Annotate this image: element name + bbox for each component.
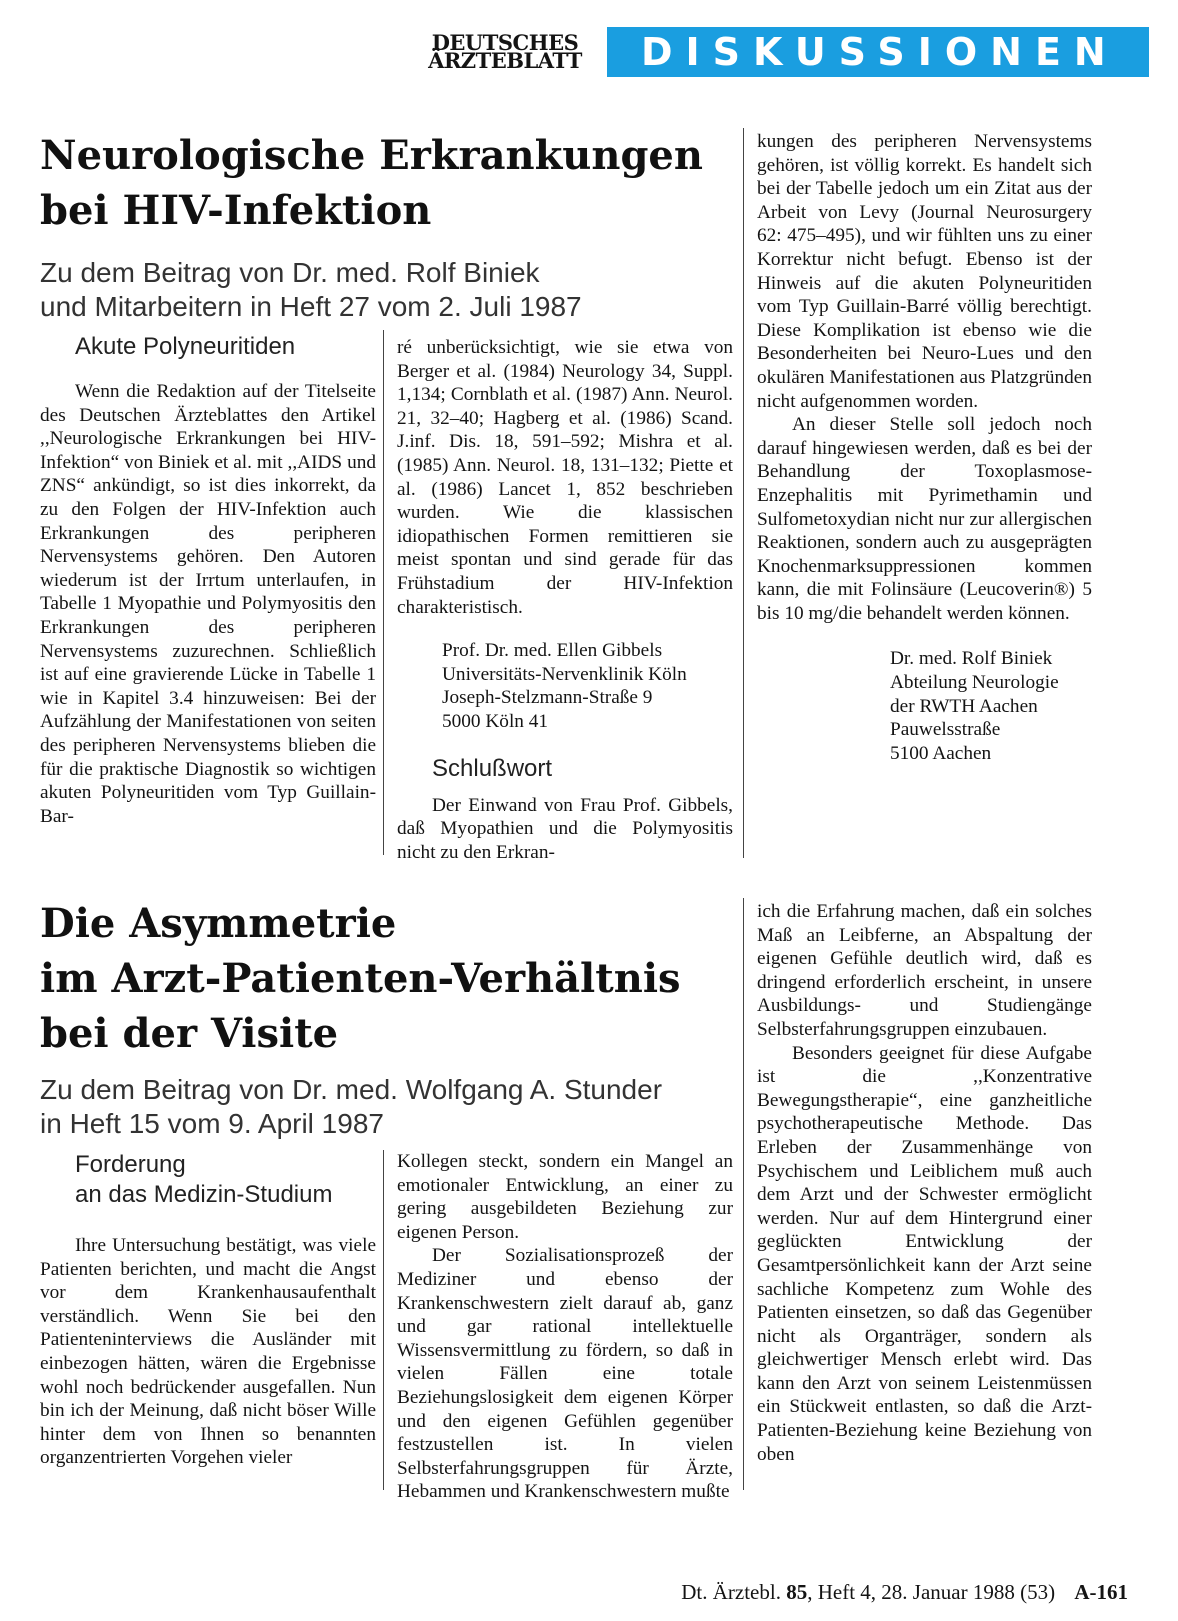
article1-title-line2: bei HIV-Infektion	[40, 187, 432, 234]
article2-column-3	[757, 900, 1092, 1466]
logo-line-1: DEUTSCHES	[431, 30, 579, 55]
article2-column-2	[397, 1150, 733, 1504]
article1-column-3	[757, 130, 1092, 765]
article1-column-1	[40, 332, 376, 828]
page-footer	[681, 1580, 1128, 1605]
signature-line: Joseph-Stelzmann-Straße 9	[442, 687, 653, 709]
article1-subtitle-line2: und Mitarbeitern in Heft 27 vom 2. Juli 1987	[40, 291, 582, 322]
article1-heading-schlusswort: Schlußwort	[432, 754, 553, 782]
article2-col3b-text: Besonders geeignet für diese Aufgabe ist die ,,Konzentrative Bewegungstherapie“, eine ganzheitliche psychotherapeutische Methode. Das Erleben der Zusammenhänge von Psychischem und Leiblichem muß auch dem Arzt und der Schwester ermöglicht werden. Nur auf dem Hintergrund einer geglückten Entwicklung der Gesamtpersönlichkeit kann der Arzt seine sachliche Kompetenz zum Wohle des Patienten einsetzen, so daß das Gegenüber nicht als Organträger, sondern als gleichwertiger Mensch erlebt wird. Das kann den Arzt von seinem Leistenmüssen ein Stückweit entlasten, so daß die Arzt-Patienten-Beziehung keine Beziehung von oben	[757, 1042, 1092, 1465]
article2-subtitle-line1: Zu dem Beitrag von Dr. med. Wolfgang A. Stunder	[40, 1074, 663, 1105]
article1-col1-text: Wenn die Redaktion auf der Titelseite des Deutschen Ärzteblattes den Artikel ,,Neurologische Erkrankungen bei HIV-Infektion“ von Biniek et al. mit ,,AIDS und ZNS“ ankündigt, so ist dies inkorrekt, da zu den Folgen der HIV-Infektion auch Erkrankungen des peripheren Nervensystems gehören. Den Autoren wiederum ist der Irrtum unterlaufen, in Tabelle 1 Myopathie und Polymyositis den Erkrankungen des peripheren Nervensystems zuzurechnen. Schließlich ist auf eine gravierende Lücke in Tabelle 1 wie in Kapitel 3.4 hinzuweisen: Bei der Aufzählung der Manifestationen von seiten des peripheren Nervensystems blieben die für die praktische Diagnostik so wichtigen akuten Polyneuritiden vom Typ Guillain-Bar-	[40, 381, 376, 827]
footer-journal: Dt. Ärztebl.	[681, 1580, 781, 1604]
journal-logo	[420, 30, 590, 73]
signature-line: 5100 Aachen	[890, 742, 992, 764]
article2-title-line2: im Arzt-Patienten-Verhältnis	[40, 955, 681, 1002]
article1-col3b-text: An dieser Stelle soll jedoch noch darauf hingewiesen werden, daß es bei der Behandlung der Toxoplasmose-Enzephalitis mit Pyrimethamin und Sulfometoxydian nicht nur zur allergischen Reaktionen, sondern auch zu ausgeprägten Knochenmarksuppressionen kommen kann, die mit Folinsäure (Leucoverin®) 5 bis 10 mg/die behandelt werden können.	[757, 414, 1092, 624]
article2-title-line1: Die Asymmetrie	[40, 900, 397, 947]
article2-col2b-text: Der Sozialisationsprozeß der Mediziner und ebenso der Krankenschwestern zielt darauf ab, ganz und gar rational intellektuelle Wissensvermittlung zu fördern, so daß in vielen Fällen eine totale Beziehungslosigkeit dem eigenen Körper und den eigenen Gefühlen gegenüber festzustellen ist. In vielen Selbsterfahrungsgruppen für Ärzte, Hebammen und Krankenschwestern mußte	[397, 1245, 733, 1503]
article1-title-block	[40, 128, 740, 324]
signature-line: Prof. Dr. med. Ellen Gibbels	[442, 640, 663, 662]
signature-line: Abteilung Neurologie	[890, 672, 1059, 694]
article2-col2a-text: Kollegen steckt, sondern ein Mangel an emotionaler Entwicklung, an einer zu gering ausgebildeten Beziehung zur eigenen Person.	[397, 1151, 733, 1243]
signature-line: der RWTH Aachen	[890, 695, 1038, 717]
signature-line: Dr. med. Rolf Biniek	[890, 648, 1053, 670]
signature-line: Pauwelsstraße	[890, 719, 1001, 741]
article1-subtitle-line1: Zu dem Beitrag von Dr. med. Rolf Biniek	[40, 257, 540, 288]
article1-col3a-text: kungen des peripheren Nervensystems gehören, ist völlig korrekt. Es handelt sich bei der Tabelle jedoch um ein Zitat aus der Arbeit von Levy (Journal Neurosurgery 62: 475–495), und wir fühlten uns zu einer Korrektur nicht befugt. Ebenso ist der Hinweis auf die akuten Polyneuritiden vom Typ Guillain-Barré völlig berechtigt. Diese Komplikation ist ebenso wie die Besonderheiten bei Neuro-Lues und den okulären Manifestationen aus Platzgründen nicht aufgenommen worden.	[757, 131, 1092, 412]
article1-title-line1: Neurologische Erkrankungen	[40, 132, 703, 179]
article2-col3a-text: ich die Erfahrung machen, daß ein solches Maß an Leibferne, an Abspaltung der eigenen Gefühle deutlich wird, daß es dringend erforderlich erscheint, in unsere Ausbildungs- und Studiengänge Selbsterfahrungsgruppen einzubauen.	[757, 901, 1092, 1040]
article2-column-1	[40, 1150, 376, 1470]
article2-heading-line1: Forderung	[75, 1151, 186, 1178]
signature-line: 5000 Köln 41	[442, 710, 549, 732]
article2-title-block	[40, 896, 740, 1141]
article1-column-2	[397, 336, 733, 864]
section-banner: DISKUSSIONEN	[607, 27, 1149, 77]
column-divider	[383, 330, 384, 855]
signature-line: Universitäts-Nervenklinik Köln	[442, 663, 687, 685]
article2-col1-text: Ihre Untersuchung bestätigt, was viele Patienten berichten, und macht die Angst vor dem Krankenhausaufenthalt verständlich. Wenn Sie bei den Patienteninterviews die Ausländer mit einbezogen hätten, wären die Ergebnisse wohl noch bedrückender ausgefallen. Nun bin ich der Meinung, daß nicht böser Wille hinter dem von Ihnen so benannten organzentrierten Vorgehen vieler	[40, 1235, 376, 1469]
footer-issue: , Heft 4, 28. Januar 1988 (53)	[807, 1580, 1056, 1604]
column-divider	[743, 128, 744, 858]
article1-heading-akute-polyneuritiden: Akute Polyneuritiden	[75, 333, 296, 360]
column-divider	[383, 1150, 384, 1490]
page-number: A-161	[1074, 1580, 1128, 1604]
article2-heading-line2: an das Medizin-Studium	[75, 1181, 333, 1208]
article2-title-line3: bei der Visite	[40, 1010, 339, 1057]
column-divider	[743, 898, 744, 1490]
article1-col2b-text: Der Einwand von Frau Prof. Gibbels, daß Myopathien und die Polymyositis nicht zu den Erkran-	[397, 794, 733, 863]
article2-subtitle-line2: in Heft 15 vom 9. April 1987	[40, 1108, 384, 1139]
logo-line-2: ÄRZTEBLATT	[428, 48, 582, 73]
footer-volume: 85	[786, 1580, 808, 1604]
article1-col2-text: ré unberücksichtigt, wie sie etwa von Berger et al. (1984) Neurology 34, Suppl. 1,134; Cornblath et al. (1987) Ann. Neurol. 21, 32–40; Hagberg et al. (1986) Scand. J.inf. Dis. 18, 591–592; Mishra et al. (1985) Ann. Neurol. 18, 131–132; Piette et al. (1986) Lancet 1, 852 beschrieben wurden. Wie die klassischen idiopathischen Formen remittieren sie meist spontan und sind gerade für das Frühstadium der HIV-Infektion charakteristisch.	[397, 337, 733, 618]
